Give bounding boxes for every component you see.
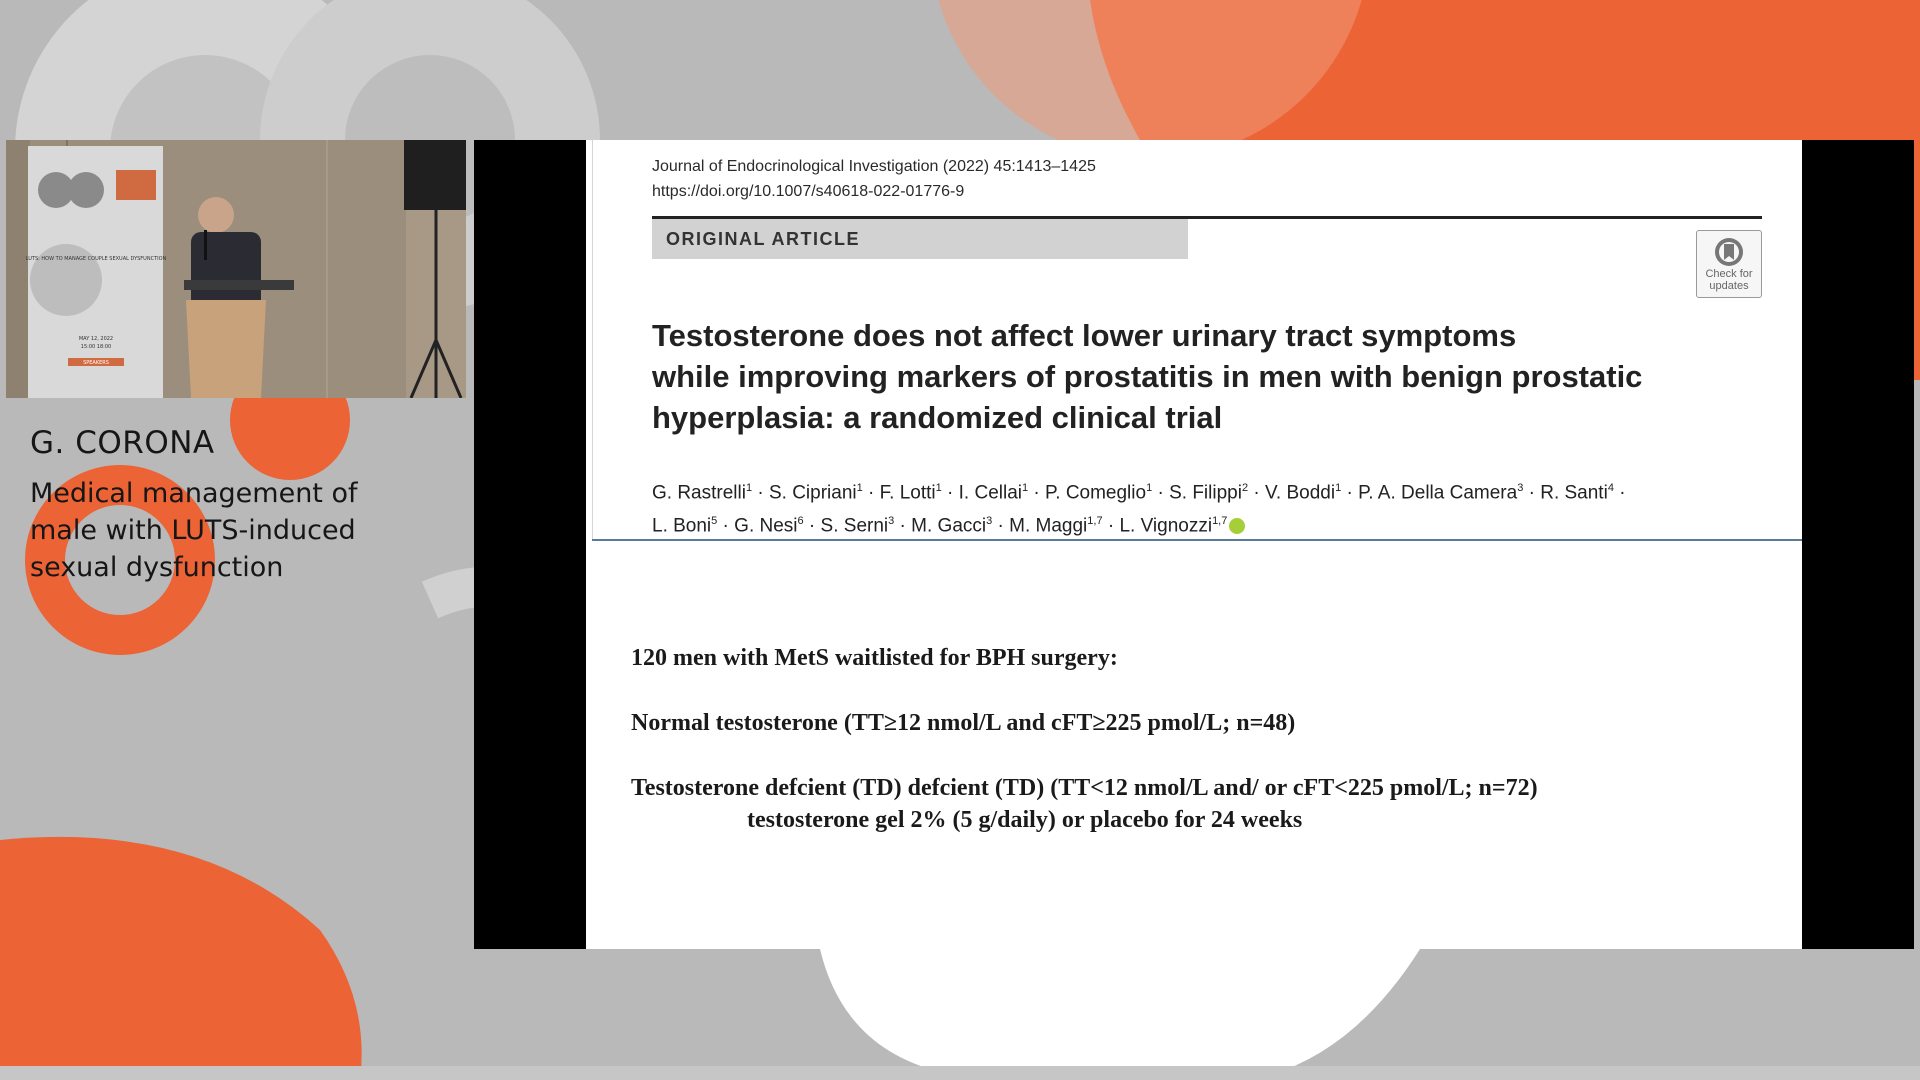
check-updates-line2: updates [1709, 280, 1749, 292]
article-type-label: ORIGINAL ARTICLE [666, 229, 860, 249]
author: L. Vignozzi [1119, 515, 1213, 537]
journal-citation [652, 154, 1096, 204]
normal-testosterone-group: Normal testosterone (TT≥12 nmol/L and cFT≥225 pmol/L; n=48) [631, 710, 1296, 736]
author-list [652, 474, 1782, 541]
author-affiliation: 2 [1241, 482, 1249, 494]
check-for-updates-badge[interactable] [1696, 230, 1762, 298]
journal-line: Journal of Endocrinological Investigation (2022) 45:1413–1425 [652, 158, 1096, 175]
talk-title: Medical management of male with LUTS-induced sexual dysfunction [30, 478, 358, 583]
author: G. Nesi [734, 515, 798, 537]
poster-date: MAY 12, 2022 [78, 336, 114, 342]
poster-tag: SPEAKERS [83, 360, 109, 366]
author: P. A. Della Camera [1358, 482, 1518, 504]
paper-title-line: Testosterone does not affect lower urinary tract symptoms [652, 318, 1517, 353]
author: M. Gacci [911, 515, 987, 537]
testosterone-deficient-group: Testosterone defcient (TD) defcient (TD) (TT<12 nmol/L and/ or cFT<225 pmol/L; n=72) [631, 775, 1538, 801]
orcid-icon[interactable] [1229, 518, 1245, 534]
author-affiliation: 1 [1146, 482, 1153, 494]
author-affiliation: 1 [856, 482, 863, 494]
presentation-slide [474, 140, 1914, 949]
paper-title-line: while improving markers of prostatitis in men with benign prostatic [652, 359, 1643, 394]
study-population: 120 men with MetS waitlisted for BPH surgery: [631, 645, 1118, 671]
author: S. Cipriani [768, 482, 857, 504]
treatment-arm: testosterone gel 2% (5 g/daily) or placebo for 24 weeks [747, 807, 1303, 833]
author: S. Serni [820, 515, 889, 537]
speaker-video-frame [6, 140, 466, 398]
author-affiliation: 3 [888, 515, 895, 528]
author-affiliation: 5 [711, 515, 718, 528]
paper-title [652, 315, 1742, 438]
author: P. Comeglio [1045, 482, 1147, 504]
author-line-1: G. Rastrelli$^1$ · S. Cipriani$^1$ · F. Lotti$^1$ · I. Cellai$^1$ · P. Comeglio$^1$ · S. Filippi$^2$ · V. Boddi$^1$ · P. A. Della Camera$^3$ · R. Santi$^4$ · [652, 482, 1626, 504]
author-affiliation: 1,7 [1212, 515, 1228, 528]
doi-link[interactable]: https://doi.org/10.1007/s40618-022-01776-9 [652, 183, 965, 200]
article-type-banner [652, 219, 1188, 259]
author-affiliation: 1,7 [1087, 515, 1103, 528]
author: L. Boni [652, 515, 712, 537]
author-affiliation: 6 [797, 515, 804, 528]
check-for-updates-text [1697, 268, 1761, 292]
slide-page [586, 140, 1802, 949]
author: R. Santi [1540, 482, 1608, 504]
author: I. Cellai [958, 482, 1023, 504]
author-line-2: L. Boni$^5$ · G. Nesi$^6$ · S. Serni$^3$ · M. Gacci$^3$ · M. Maggi$^{1,7}$ · L. Vignozzi$^{1,7}$ [652, 507, 1782, 540]
speaker-name: G. CORONA [30, 425, 215, 461]
author: S. Filippi [1169, 482, 1242, 504]
check-updates-line1: Check for [1705, 268, 1753, 280]
author: V. Boddi [1264, 482, 1336, 504]
author-affiliation: 1 [1022, 482, 1029, 494]
author-affiliation: 1 [745, 482, 753, 494]
poster-heading: LUTS: HOW TO MANAGE COUPLE SEXUAL DYSFUNCTION [25, 256, 167, 262]
paper-title-line: hyperplasia: a randomized clinical trial [652, 400, 1223, 435]
author-affiliation: 3 [1517, 482, 1524, 494]
poster-time: 15:00 18:00 [80, 344, 112, 350]
page-edge [592, 140, 593, 540]
author-affiliation: 4 [1607, 482, 1614, 494]
author: F. Lotti [879, 482, 936, 504]
author-affiliation: 3 [986, 515, 993, 528]
header-divider [592, 539, 1802, 541]
author: M. Maggi [1009, 515, 1088, 537]
bookmark-icon [1713, 236, 1745, 268]
author-affiliation: 1 [935, 482, 942, 494]
author: G. Rastrelli [652, 482, 746, 504]
author-affiliation: 1 [1335, 482, 1342, 494]
speaker-video[interactable] [6, 140, 466, 398]
